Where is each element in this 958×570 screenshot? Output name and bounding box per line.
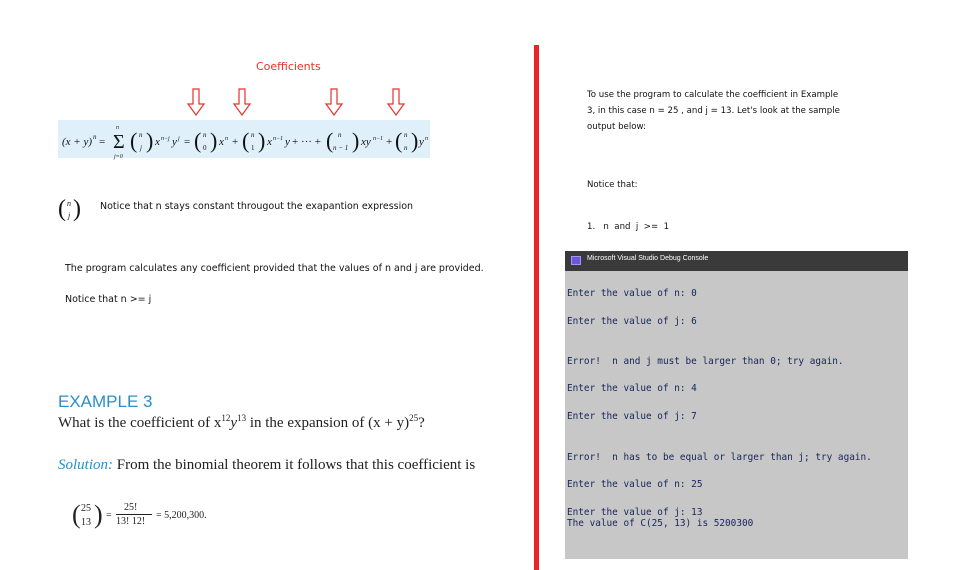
- console-line: Enter the value of j: 13: [567, 507, 703, 518]
- console-line: Enter the value of n: 0: [567, 288, 697, 299]
- svg-text:n: n: [404, 131, 408, 139]
- svg-text:n: n: [203, 131, 207, 139]
- y-exponent: 13: [237, 413, 247, 423]
- console-line: Enter the value of j: 6: [567, 316, 697, 327]
- svg-text:): ): [73, 196, 81, 222]
- svg-text:(: (: [194, 128, 202, 153]
- down-arrow-icon: [325, 88, 343, 116]
- svg-text:): ): [258, 128, 266, 153]
- y-variable: y: [230, 415, 238, 431]
- svg-text:0: 0: [203, 144, 207, 152]
- binomial-theorem-formula: [60, 118, 432, 162]
- svg-text:Σ: Σ: [113, 131, 125, 153]
- svg-text:y: y: [285, 136, 290, 148]
- fraction-numerator: 25!: [124, 502, 138, 513]
- solution-calculation: [72, 500, 242, 540]
- console-titlebar[interactable]: [565, 251, 908, 271]
- svg-text:n−1: n−1: [273, 136, 284, 142]
- svg-text:+: +: [386, 136, 393, 148]
- svg-text:n: n: [67, 199, 71, 208]
- question-text-mid: in the expansion of (x + y): [246, 415, 410, 431]
- svg-text:): ): [352, 128, 360, 153]
- intro-paragraph: [587, 87, 840, 135]
- svg-text:n − 1: n − 1: [333, 144, 349, 152]
- calc-result: = 5,200,300.: [156, 510, 207, 521]
- svg-text:n: n: [225, 136, 228, 142]
- fraction-denominator: 13! 12!: [116, 516, 146, 527]
- coefficients-title: Coefficients: [256, 60, 321, 73]
- example-question: [58, 413, 425, 432]
- power-exponent: 25: [409, 413, 419, 423]
- svg-text:n: n: [404, 144, 408, 152]
- question-end: ?: [418, 415, 425, 431]
- fraction-bar: [116, 514, 152, 515]
- example-heading: EXAMPLE 3: [58, 392, 153, 411]
- svg-text:): ): [146, 128, 154, 153]
- console-app-icon: [571, 256, 581, 265]
- red-divider: [534, 45, 539, 570]
- console-line: Error! n and j must be larger than 0; try again.: [567, 356, 844, 367]
- svg-text:): ): [411, 128, 419, 153]
- svg-text:1: 1: [251, 144, 255, 152]
- svg-text:n: n: [139, 131, 143, 139]
- svg-text:x: x: [267, 136, 272, 148]
- svg-text:j: j: [178, 136, 180, 142]
- notice-title: Notice that:: [587, 180, 638, 190]
- svg-text:(: (: [326, 128, 334, 153]
- svg-text:x: x: [155, 136, 160, 148]
- binom-bottom: 13: [81, 517, 91, 528]
- program-description: The program calculates any coefficient provided that the values of n and j are provided.: [65, 263, 484, 274]
- notice-item: 1. n and j >= 1: [587, 222, 670, 232]
- svg-text:xy: xy: [361, 136, 371, 148]
- intro-line: 3, in this case n = 25 , and j = 13. Let's look at the sample: [587, 106, 840, 116]
- svg-text:=: =: [184, 136, 191, 148]
- svg-text:n: n: [338, 131, 342, 139]
- intro-line: output below:: [587, 122, 646, 132]
- svg-text:n−1: n−1: [373, 136, 384, 142]
- solution-paragraph: [58, 454, 504, 476]
- svg-text:(: (: [395, 128, 403, 153]
- svg-text:j: j: [68, 211, 71, 220]
- svg-text:x: x: [219, 136, 224, 148]
- svg-text:(: (: [130, 128, 138, 153]
- binomial-symbol: [58, 194, 80, 224]
- svg-text:y: y: [419, 136, 424, 148]
- down-arrow-icon: [187, 88, 205, 116]
- console-line: Enter the value of j: 7: [567, 411, 697, 422]
- equals-sign: =: [106, 510, 112, 521]
- svg-text:n: n: [93, 133, 97, 141]
- console-line: Enter the value of n: 25: [567, 479, 703, 490]
- svg-text:(x + y): (x + y): [62, 136, 93, 148]
- svg-text:n: n: [116, 125, 119, 131]
- console-line: Error! n has to be equal or larger than j; try again.: [567, 452, 872, 463]
- svg-text:j=0: j=0: [114, 154, 123, 160]
- svg-text:+ ··· +: + ··· +: [292, 136, 321, 148]
- svg-text:y: y: [172, 136, 177, 148]
- down-arrow-icon: [387, 88, 405, 116]
- svg-text:): ): [210, 128, 218, 153]
- x-exponent: 12: [221, 413, 231, 423]
- console-line: The value of C(25, 13) is 5200300: [567, 518, 754, 529]
- debug-console-window[interactable]: [565, 251, 908, 559]
- solution-text: From the binomial theorem it follows that this coefficient is: [113, 457, 476, 473]
- svg-text:=: =: [99, 136, 106, 148]
- console-line: Enter the value of n: 4: [567, 383, 697, 394]
- intro-line: To use the program to calculate the coefficient in Example: [587, 90, 839, 100]
- left-paren: (: [72, 500, 81, 529]
- svg-text:(: (: [58, 196, 66, 222]
- svg-text:+: +: [232, 136, 239, 148]
- svg-text:n−j: n−j: [161, 136, 170, 142]
- down-arrow-icon: [233, 88, 251, 116]
- question-text: What is the coefficient of x: [58, 415, 222, 431]
- solution-label: Solution:: [58, 457, 113, 473]
- notice-constant-text: Notice that n stays constant througout the exapantion expression: [100, 201, 414, 212]
- console-title: Microsoft Visual Studio Debug Console: [587, 255, 709, 262]
- svg-text:n: n: [251, 131, 255, 139]
- right-paren: ): [94, 500, 103, 529]
- notice-n-ge-j: Notice that n >= j: [65, 294, 152, 305]
- svg-text:(: (: [242, 128, 250, 153]
- svg-text:j: j: [140, 144, 142, 152]
- svg-text:n: n: [425, 136, 428, 142]
- binom-top: 25: [81, 503, 91, 514]
